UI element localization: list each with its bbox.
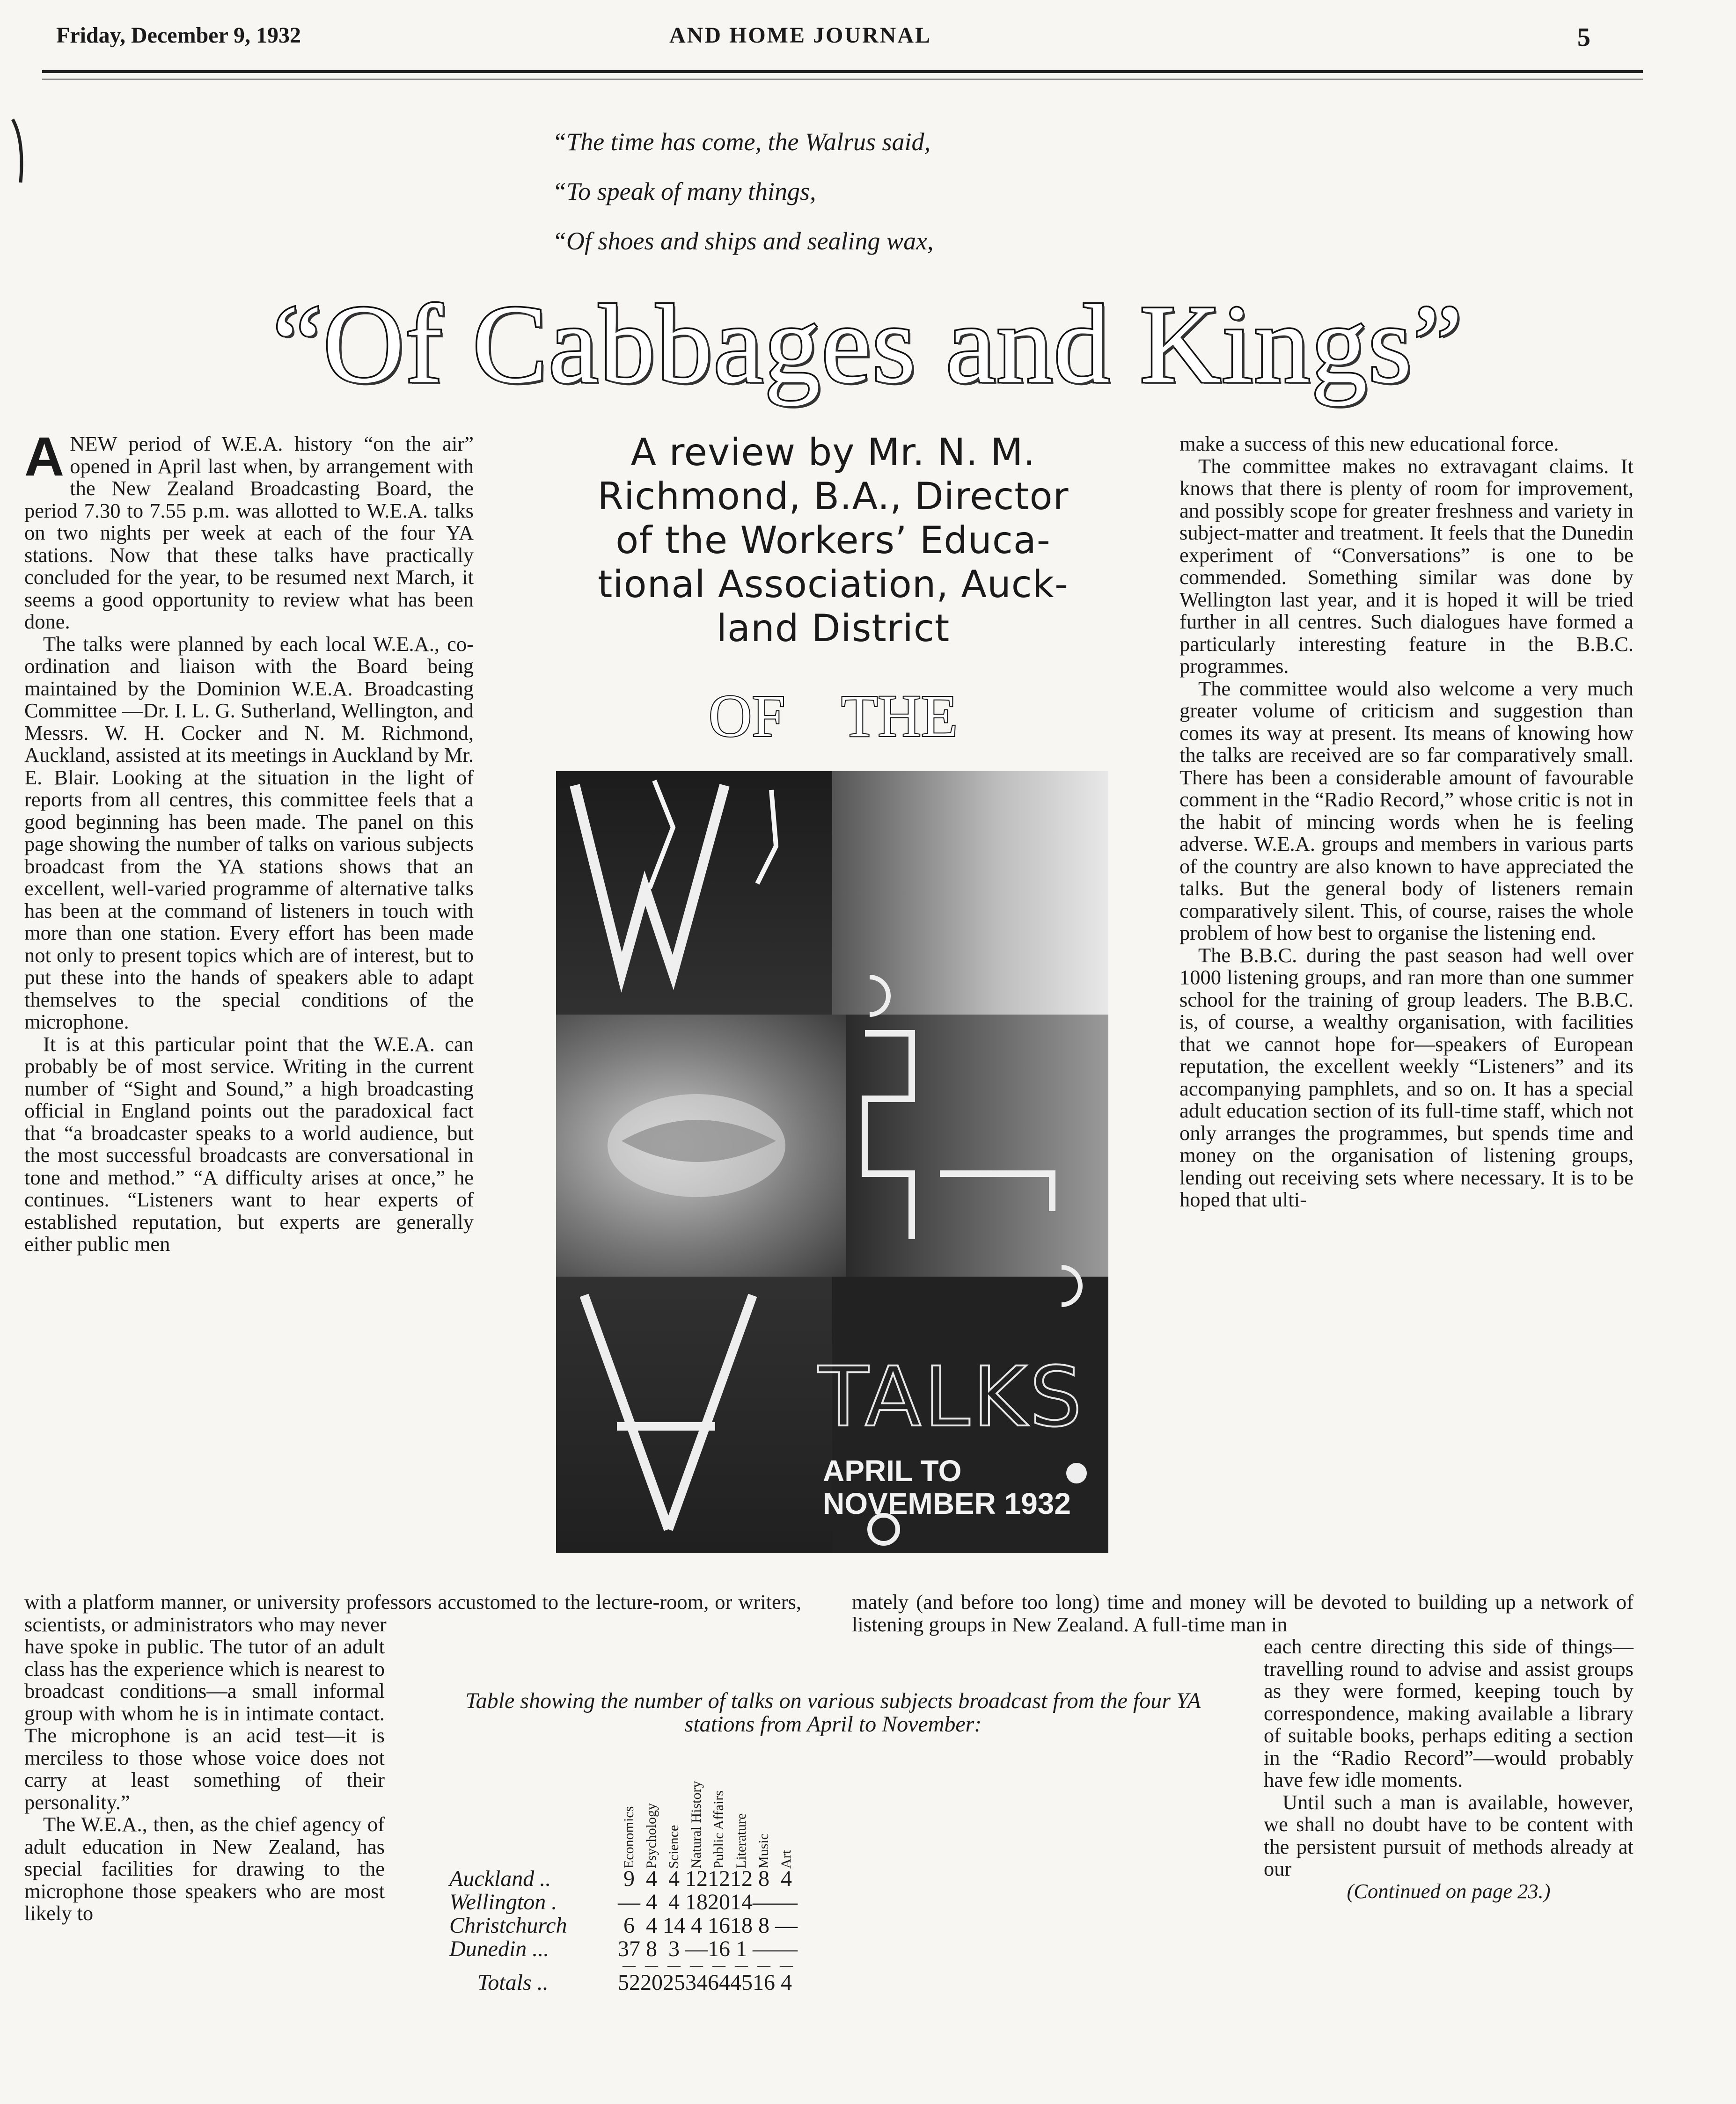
byline (557, 431, 1109, 650)
table-cell: 16 (708, 1913, 730, 1938)
headline: “Of Cabbages and Kings” (272, 282, 1464, 406)
column-header: Science (666, 1825, 681, 1869)
bottom-right-column (1264, 1636, 1633, 1902)
table-cell: 4 (691, 1913, 702, 1938)
column-header: Natural History (689, 1781, 704, 1869)
poster-date-line: NOVEMBER 1932 (823, 1487, 1071, 1520)
byline-line: of the Workers’ Educa- (615, 519, 1051, 562)
table-cell: 64 (708, 1970, 730, 1995)
margin-mark-icon (10, 117, 29, 187)
poster-talks-text: TALKS (818, 1349, 1085, 1445)
article-paragraph: each centre directing this side of things—travelling round to advise and assist groups as they were formed, keeping touch by correspondence, making available a library of suitable books, perhaps editing a section in the “Radio Record”—would probably have few idle moments. (1264, 1635, 1633, 1791)
table-cell: 8 (758, 1866, 769, 1891)
article-paragraph: It is at this particular point that the W.E.A. can probably be of most service. Writing in the current number of “Sight and Sound,” a high broadcasting official in England points out the paradoxical fact that “a broadcaster speaks to a world audience, but the most successful broadcasts are conversational in tone and method.” “A difficulty arises at once,” he continues. “Listeners want to hear experts of established reputation, but experts are generally either public men (24, 1032, 474, 1256)
article-paragraph: The talks were planned by each local W.E.A., co-ordination and liaison with the Board being maintained by the Dominion W.E.A. Broadcasting Committee —Dr. I. L. G. Sutherland, Wellington, and Messrs. W. H. Cocker and N. M. Richmond, Auckland, assisted at its meetings in Auckland by Mr. E. Blair. Looking at the situation in the light of reports from all centres, this committee feels that a good beginning has been made. The panel on this page showing the number of talks on various subjects broadcast from the YA stations shows that an excellent, well-varied programme of alternative talks has been at the command of listeners in touch with more than one station. Every effort has been made not only to present topics which are of interest, but to put these into the hands of speakers able to adapt themselves to the special conditions of the microphone. (24, 632, 474, 1033)
table-caption: Table showing the number of talks on various subjects broadcast from the four YA stations from April to November: (465, 1688, 1201, 1737)
column-header: Economics (621, 1806, 637, 1869)
column-header: Music (756, 1834, 771, 1869)
epigraph-line: “The time has come, the Walrus said, (552, 128, 930, 156)
separator-cell: — (735, 1958, 748, 1973)
table-cell: 4 (668, 1890, 680, 1914)
span-right-text: mately (and before too long) time and money will be devoted to building up a network of listening groups in New Zealand. A full-time man in (852, 1590, 1633, 1636)
table-cell: 1 (736, 1936, 747, 1961)
table-cell: 4 (646, 1866, 657, 1891)
table-header-row (449, 1731, 798, 1867)
table-cell: — (685, 1936, 708, 1961)
separator-cell: — (690, 1958, 703, 1973)
station-name: Wellington . (449, 1890, 557, 1914)
column-header: Art (778, 1850, 794, 1869)
station-name: Auckland .. (449, 1866, 551, 1891)
table-cell: 8 (646, 1936, 657, 1961)
separator-cell: — (712, 1958, 725, 1973)
article-paragraph: The committee would also welcome a very much greater volume of criticism and suggestion than comes its way at present. Its means of knowing how the talks are received are so far comparatively small. There has been a considerable amount of favourable comment in the “Radio Record,” whose critic is not in the habit of mincing words when he is feeling adverse. W.E.A. groups and members in various parts of the country are also known to have appreciated the talks. But the general body of listeners remain comparatively silent. This, of course, raises the whole problem of how best to organise the listening end. (1179, 676, 1633, 944)
wea-talks-poster (556, 771, 1108, 1553)
table-row (449, 1891, 798, 1914)
table-cell: 4 (781, 1970, 792, 1995)
station-name: Dunedin ... (449, 1936, 549, 1961)
table-cell: 45 (730, 1970, 753, 1995)
byline-line: A review by Mr. N. M. (630, 431, 1036, 474)
table-cell: 12 (708, 1866, 730, 1891)
separator-cell: — (645, 1958, 658, 1973)
article-paragraph: NEW period of W.E.A. history “on the air” opened in April last when, by arrangement with the New Zealand Broadcasting Board, the period 7.30 to 7.55 p.m. was allotted to W.E.A. talks on two nights per week at each of the four YA stations. Now that these talks have practically concluded for the year, to be resumed next March, it seems a good opportunity to review what has been done. (24, 432, 474, 633)
column-header: Literature (733, 1813, 749, 1869)
table-row (449, 1937, 798, 1961)
table-cell: 14 (663, 1913, 685, 1938)
table-cell: — (753, 1890, 775, 1914)
byline-line: land District (716, 606, 950, 650)
issue-date: Friday, December 9, 1932 (56, 23, 301, 48)
article-paragraph: make a success of this new educational force. (1179, 432, 1559, 455)
of-the-heading: OF THE (708, 683, 958, 749)
poster-date-line: APRIL TO (823, 1454, 962, 1488)
table-cell: 9 (623, 1866, 635, 1891)
left-column (24, 426, 474, 1256)
span-left-text: with a platform manner, or university professors accustomed to the lecture-room, or writers, scientists, or administrators who may never (24, 1590, 801, 1636)
column-header: Psychology (644, 1803, 659, 1869)
column-header: Public Affairs (711, 1790, 726, 1869)
separator-cell: — (623, 1958, 636, 1973)
table-cell: 8 (758, 1913, 769, 1938)
byline-line: tional Association, Auck- (598, 563, 1069, 606)
drop-cap: A (24, 426, 65, 488)
byline-line: Richmond, B.A., Director (597, 475, 1069, 518)
table-row (449, 1867, 798, 1891)
table-cell: 14 (730, 1890, 753, 1914)
table-cell: 20 (708, 1890, 730, 1914)
article-paragraph: have spoke in public. The tutor of an adult class has the experience which is nearest to broadcast conditions—a small informal group with whom he is in intimate contact. The microphone is an acid test—it is merciless to those whose voice does not carry at least something of their personality.” (24, 1635, 385, 1814)
table-cell: — (775, 1936, 798, 1961)
article-paragraph: The committee makes no extravagant claims. It knows that there is plenty of room for improvement, and possibly scope for greater freshness and variety in subject-matter and treatment. It feels that the Dunedin experiment of “Conversations” is one to be commended. Something similar was done by Wellington last year, and it is hoped it will be tried further in all centres. Such dialogues have formed a particularly interesting feature in the B.B.C. programmes. (1179, 454, 1633, 678)
table-cell: 4 (668, 1866, 680, 1891)
article-paragraph: Until such a man is available, however, we shall no doubt have to be content with the persistent pursuit of methods already at our (1264, 1790, 1633, 1880)
right-column (1179, 433, 1633, 1211)
table-row (449, 1914, 798, 1937)
talks-table (449, 1731, 798, 1994)
header-rule-thin (42, 79, 1643, 80)
separator-row (449, 1961, 798, 1971)
table-cell: 4 (646, 1913, 657, 1938)
article-paragraph: The W.E.A., then, as the chief agency of adult education in New Zealand, has special facilities for drawing to the microphone those speakers who are most likely to (24, 1812, 385, 1925)
separator-cell: — (757, 1958, 770, 1973)
table-cell: — (775, 1890, 798, 1914)
table-cell: — (618, 1890, 640, 1914)
table-cell: 6 (623, 1913, 635, 1938)
table-cell: 18 (730, 1913, 753, 1938)
table-cell: 25 (663, 1970, 685, 1995)
table-cell: 4 (781, 1866, 792, 1891)
table-cell: 18 (685, 1890, 708, 1914)
epigraph (552, 117, 1348, 266)
continued-note: (Continued on page 23.) (1347, 1879, 1551, 1903)
table-cell: — (753, 1936, 775, 1961)
epigraph-line: “Of shoes and ships and sealing wax, (552, 227, 934, 255)
epigraph-line: “To speak of many things, (552, 177, 816, 205)
table-cell: 34 (685, 1970, 708, 1995)
table-cell: 16 (708, 1936, 730, 1961)
table-cell: 12 (685, 1866, 708, 1891)
article-paragraph: The B.B.C. during the past season had well over 1000 listening groups, and ran more than one summer school for the training of group leaders. The B.B.C. is, of course, a wealthy organisation, with facilities that we cannot hope for—speakers of European reputation, the excellent weekly “Listeners” and its accompanying pamphlets, and so on. It has a special adult education section of its full-time staff, which not only arranges the programmes, but spends time and money on the organisation of listening groups, lending out receiving sets where necessary. It is to be hoped that ulti- (1179, 943, 1633, 1211)
table-cell: 20 (640, 1970, 663, 1995)
table-cell: 37 (618, 1936, 640, 1961)
table-cell: 4 (646, 1890, 657, 1914)
journal-title: AND HOME JOURNAL (669, 23, 931, 48)
totals-row (449, 1971, 798, 1994)
bottom-left-column (24, 1636, 385, 1925)
separator-cell: — (780, 1958, 793, 1973)
table-cell: 52 (618, 1970, 640, 1995)
table-cell: — (775, 1913, 798, 1938)
header-rule (42, 70, 1643, 73)
poster-date (823, 1454, 1085, 1520)
station-name: Christchurch (449, 1913, 567, 1938)
totals-label: Totals .. (477, 1970, 549, 1995)
table-cell: 16 (753, 1970, 775, 1995)
poster-dot-icon (1066, 1463, 1087, 1483)
table-cell: 3 (668, 1936, 680, 1961)
page-number: 5 (1577, 23, 1590, 52)
table-cell: 12 (730, 1866, 753, 1891)
separator-cell: — (667, 1958, 681, 1973)
